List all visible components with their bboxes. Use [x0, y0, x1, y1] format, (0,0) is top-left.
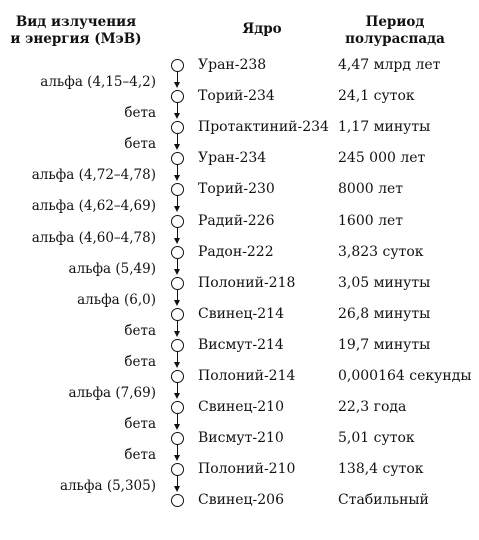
half-life-value: 5,01 суток: [338, 430, 415, 447]
half-life-value: 138,4 суток: [338, 461, 424, 478]
nucleus-circle-icon: [171, 339, 184, 352]
nucleus-circle-icon: [171, 246, 184, 259]
nucleus-name: Полоний-214: [198, 368, 296, 384]
down-arrow-icon: [177, 103, 178, 114]
nucleus-circle-icon: [171, 463, 184, 476]
down-arrow-icon: [177, 290, 178, 301]
nucleus-name: Радон-222: [198, 243, 274, 260]
nucleus-circle-icon: [171, 401, 184, 414]
header-radiation-line-1: Вид излучения: [15, 14, 137, 30]
decay-type-label: альфа (5,305): [59, 478, 156, 495]
half-life-value: Стабильный: [338, 492, 429, 509]
nucleus-name: Полоний-218: [198, 274, 296, 291]
nucleus-name: Уран-234: [198, 150, 267, 167]
half-life-value: 3,05 минуты: [338, 274, 431, 291]
nucleus-circle-icon: [171, 215, 184, 228]
decay-type-label: бета: [124, 105, 156, 122]
nucleus-circle-icon: [171, 277, 184, 290]
half-life-value: 4,47 млрд лет: [338, 57, 441, 73]
half-life-value: 0,000164 секунды: [338, 368, 472, 384]
nucleus-circle-icon: [171, 432, 184, 445]
down-arrow-icon: [177, 445, 178, 456]
half-life-value: 24,1 суток: [338, 88, 415, 105]
nucleus-circle-icon: [171, 370, 184, 383]
decay-type-label: бета: [124, 136, 156, 153]
nucleus-circle-icon: [171, 90, 184, 103]
nucleus-name: Торий-230: [198, 181, 275, 198]
decay-type-label: альфа (4,72–4,78): [31, 167, 156, 184]
down-arrow-icon: [177, 165, 178, 176]
nucleus-circle-icon: [171, 59, 184, 72]
half-life-value: 245 000 лет: [338, 150, 426, 167]
half-life-value: 19,7 минуты: [338, 336, 431, 353]
down-arrow-icon: [177, 134, 178, 145]
nucleus-name: Полоний-210: [198, 461, 296, 478]
down-arrow-icon: [177, 259, 178, 270]
nucleus-circle-icon: [171, 308, 184, 321]
nucleus-name: Свинец-214: [198, 305, 284, 322]
down-arrow-icon: [177, 196, 178, 207]
decay-type-label: бета: [124, 353, 156, 370]
decay-type-label: альфа (7,69): [68, 385, 156, 401]
decay-type-label: альфа (4,60–4,78): [31, 229, 156, 246]
down-arrow-icon: [177, 228, 178, 239]
header-nucleus: Ядро: [242, 21, 282, 37]
nucleus-circle-icon: [171, 494, 184, 507]
down-arrow-icon: [177, 383, 178, 394]
half-life-value: 1,17 минуты: [338, 119, 431, 136]
nucleus-row: [0, 491, 479, 517]
decay-type-label: бета: [124, 322, 156, 339]
down-arrow-icon: [177, 321, 178, 332]
header-half-life-line-2: полураспада: [345, 31, 445, 47]
half-life-value: 3,823 суток: [338, 243, 424, 260]
nucleus-name: Висмут-214: [198, 336, 284, 353]
header-radiation-line-2: и энергия (МэВ): [10, 31, 142, 47]
nucleus-name: Свинец-206: [198, 492, 284, 509]
decay-type-label: альфа (4,15–4,2): [40, 74, 156, 90]
half-life-value: 1600 лет: [338, 212, 404, 229]
nucleus-circle-icon: [171, 121, 184, 134]
nucleus-name: Висмут-210: [198, 430, 284, 447]
nucleus-name: Торий-234: [198, 88, 275, 105]
decay-type-label: альфа (5,49): [68, 260, 156, 277]
decay-type-label: бета: [124, 447, 156, 464]
decay-type-label: альфа (4,62–4,69): [31, 198, 156, 215]
nucleus-circle-icon: [171, 152, 184, 165]
decay-type-label: бета: [124, 416, 156, 433]
half-life-value: 26,8 минуты: [338, 305, 431, 322]
down-arrow-icon: [177, 414, 178, 425]
nucleus-name: Протактиний-234: [198, 119, 329, 136]
down-arrow-icon: [177, 476, 178, 487]
nucleus-name: Уран-238: [198, 57, 267, 73]
down-arrow-icon: [177, 72, 178, 83]
nucleus-circle-icon: [171, 183, 184, 196]
nucleus-name: Радий-226: [198, 212, 275, 229]
half-life-value: 8000 лет: [338, 181, 404, 198]
decay-type-label: альфа (6,0): [77, 291, 156, 308]
down-arrow-icon: [177, 352, 178, 363]
half-life-value: 22,3 года: [338, 399, 407, 416]
header-half-life-line-1: Период: [365, 14, 425, 30]
nucleus-name: Свинец-210: [198, 399, 284, 416]
